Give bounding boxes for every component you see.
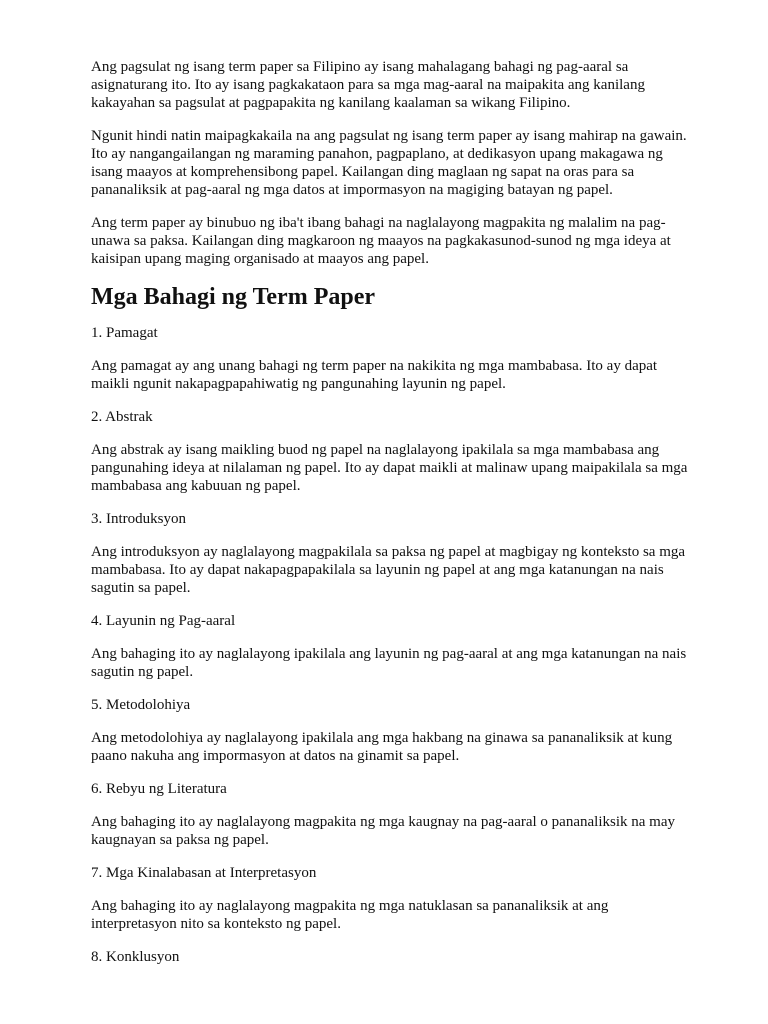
section-heading: Mga Bahagi ng Term Paper bbox=[91, 284, 376, 310]
intro-paragraph-1: Ang pagsulat ng isang term paper sa Filipino ay isang mahalagang bahagi ng pag-aaral sa asignaturang ito. Ito ay isang pagkakataon para sa mga mag-aaral na maipakita ang kanilang kakayahan sa pagsulat at pagpapakita ng kanilang kaalaman sa wikang Filipino. bbox=[91, 59, 645, 111]
section-body-kinalabasan: Ang bahaging ito ay naglalayong magpakita ng mga natuklasan sa pananaliksik at ang interpretasyon nito sa konteksto ng papel. bbox=[91, 898, 609, 932]
intro-paragraph-2: Ngunit hindi natin maipagkakaila na ang pagsulat ng isang term paper ay isang mahirap na gawain. Ito ay nangangailangan ng maraming panahon, pagpaplano, at dedikasyon upang makagawa ng isang maayos at komprehensibong papel. Kailangan ding maglaan ng sapat na oras para sa pananaliksik at pag-aaral ng mga datos at impormasyon na magiging batayan ng papel. bbox=[91, 128, 687, 198]
section-title-pamagat: 1. Pamagat bbox=[91, 325, 158, 341]
section-title-konklusyon: 8. Konklusyon bbox=[91, 949, 180, 965]
section-title-rebyu: 6. Rebyu ng Literatura bbox=[91, 781, 227, 797]
section-body-layunin: Ang bahaging ito ay naglalayong ipakilala ang layunin ng pag-aaral at ang mga katanungan na nais sagutin ng papel. bbox=[91, 646, 687, 680]
section-body-pamagat: Ang pamagat ay ang unang bahagi ng term paper na nakikita ng mga mambabasa. Ito ay dapat maikli ngunit nakapagpapahiwatig ng pangunahing layunin ng papel. bbox=[91, 358, 658, 392]
section-title-layunin: 4. Layunin ng Pag-aaral bbox=[91, 613, 236, 629]
section-title-metodolohiya: 5. Metodolohiya bbox=[91, 697, 191, 713]
section-title-kinalabasan: 7. Mga Kinalabasan at Interpretasyon bbox=[91, 865, 317, 881]
section-body-metodolohiya: Ang metodolohiya ay naglalayong ipakilala ang mga hakbang na ginawa sa pananaliksik at kung paano nakuha ang impormasyon at datos na ginamit sa papel. bbox=[91, 730, 673, 764]
intro-paragraph-3: Ang term paper ay binubuo ng iba't ibang bahagi na naglalayong magpakita ng malalim na pag-unawa sa paksa. Kailangan ding magkaroon ng maayos na pagkakasunod-sunod ng mga ideya at kaisipan upang maging organisado at maayos ang papel. bbox=[91, 215, 671, 267]
section-body-rebyu: Ang bahaging ito ay naglalayong magpakita ng mga kaugnay na pag-aaral o pananaliksik na may kaugnayan sa paksa ng papel. bbox=[91, 814, 675, 848]
section-title-introduksyon: 3. Introduksyon bbox=[91, 511, 186, 527]
section-title-abstrak: 2. Abstrak bbox=[91, 409, 153, 425]
section-body-introduksyon: Ang introduksyon ay naglalayong magpakilala sa paksa ng papel at magbigay ng konteksto sa mga mambabasa. Ito ay dapat nakapagpapakilala sa layunin ng papel at ang mga katanungan na nais sagutin sa papel. bbox=[91, 544, 686, 596]
section-body-abstrak: Ang abstrak ay isang maikling buod ng papel na naglalayong ipakilala sa mga mambabasa ang pangunahing ideya at nilalaman ng papel. Ito ay dapat maikli at malinaw upang maipakilala sa mga mambabasa ang kabuuan ng papel. bbox=[91, 442, 688, 494]
